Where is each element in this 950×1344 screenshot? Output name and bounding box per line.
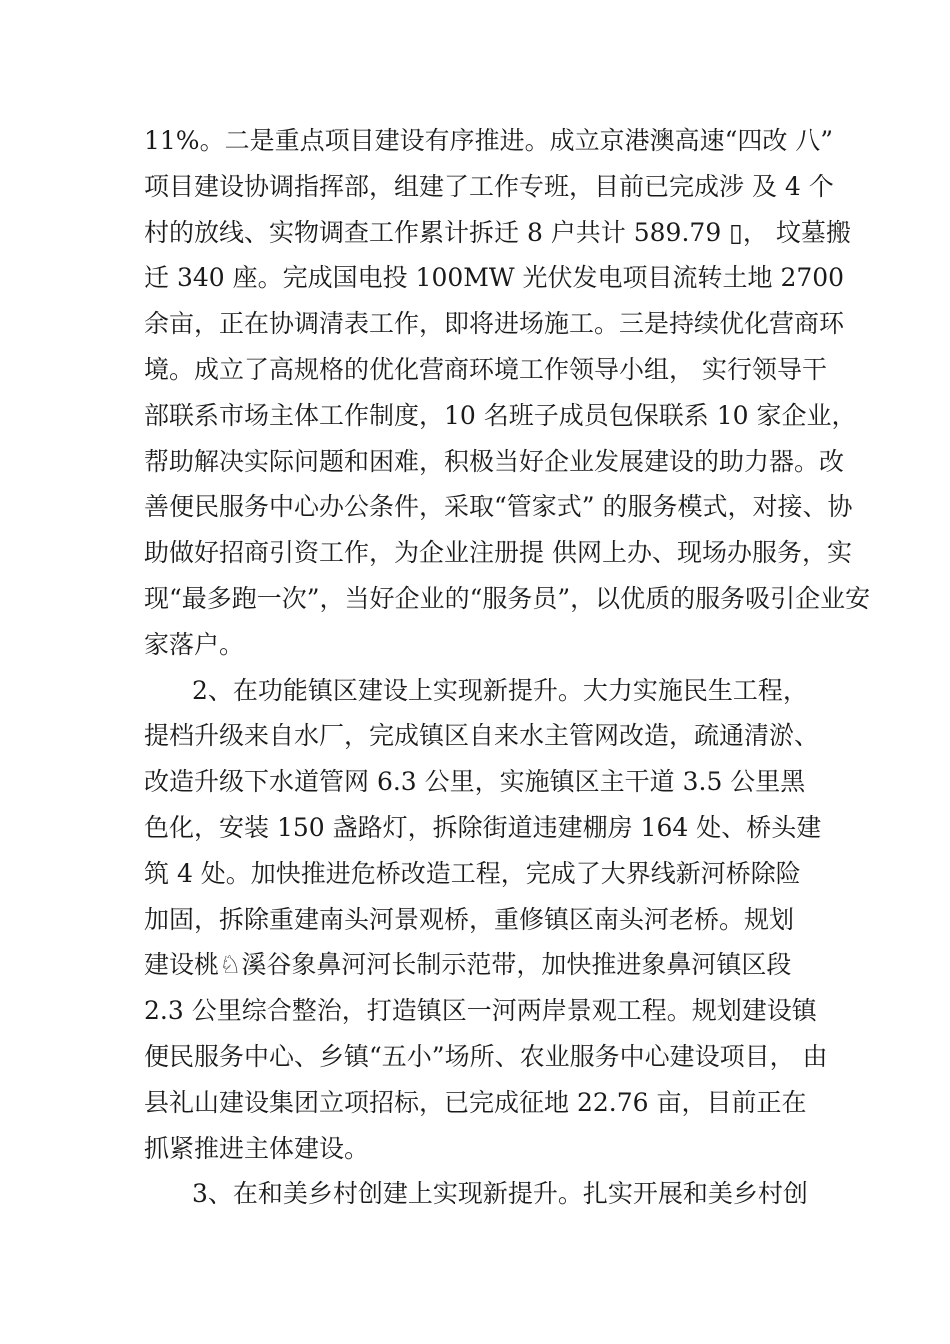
text-line: 11%。二是重点项目建设有序推进。成立京港澳高速“四改 八”	[144, 126, 834, 155]
text-line: 部联系市场主体工作制度，10 名班子成员包保联系 10 家企业，	[144, 400, 857, 430]
text-line: 现“最多跑一次”，当好企业的“服务员”，以优质的服务吸引企业安	[144, 583, 871, 613]
text-line: 境。成立了高规格的优化营商环境工作领导小组， 实行领导干	[144, 354, 827, 384]
text-line: 余亩，正在协调清表工作，即将进场施工。三是持续优化营商环	[144, 309, 845, 339]
text-line: 帮助解决实际问题和困难，积极当好企业发展建设的助力器。改	[144, 446, 845, 476]
text-line: 改造升级下水道管网 6.3 公里，实施镇区主干道 3.5 公里黑	[144, 767, 806, 797]
text-line: 2.3 公里综合整治，打造镇区一河两岸景观工程。规划建设镇	[144, 996, 817, 1026]
text-line: 村的放线、实物调查工作累计拆迁 8 户共计 589.79 ▯， 坟墓搬	[144, 217, 851, 247]
text-line: 建设桃♘溪谷象鼻河河长制示范带，加快推进象鼻河镇区段	[144, 950, 792, 980]
text-line: 筑 4 处。加快推进危桥改造工程，完成了大界线新河桥除险	[144, 858, 801, 888]
text-line: 便民服务中心、乡镇“五小”场所、农业服务中心建设项目， 由	[144, 1041, 828, 1071]
text-line: 善便民服务中心办公条件，采取“管家式” 的服务模式，对接、协	[144, 492, 853, 522]
paragraph-first-line: 2、在功能镇区建设上实现新提升。大力实施民生工程，	[192, 675, 808, 705]
text-line: 迁 340 座。完成国电投 100MW 光伏发电项目流转土地 2700	[144, 263, 845, 293]
text-line: 抓紧推进主体建设。	[144, 1133, 370, 1163]
body-text	[144, 118, 871, 1217]
paragraph-first-line: 3、在和美乡村创建上实现新提升。扎实开展和美乡村创	[192, 1179, 808, 1209]
text-line: 加固，拆除重建南头河景观桥，重修镇区南头河老桥。规划	[144, 904, 795, 934]
text-line: 县礼山建设集团立项招标，已完成征地 22.76 亩，目前正在	[144, 1087, 807, 1117]
text-line: 项目建设协调指挥部，组建了工作专班，目前已完成涉 及 4 个	[144, 171, 834, 201]
text-line: 提档升级来自水厂，完成镇区自来水主管网改造，疏通清淤、	[144, 721, 820, 751]
text-line: 助做好招商引资工作，为企业注册提 供网上办、现场办服务，实	[144, 538, 852, 568]
text-line: 色化，安装 150 盏路灯，拆除街道违建棚房 164 处、桥头建	[144, 812, 822, 842]
text-line: 家落户。	[144, 629, 245, 659]
